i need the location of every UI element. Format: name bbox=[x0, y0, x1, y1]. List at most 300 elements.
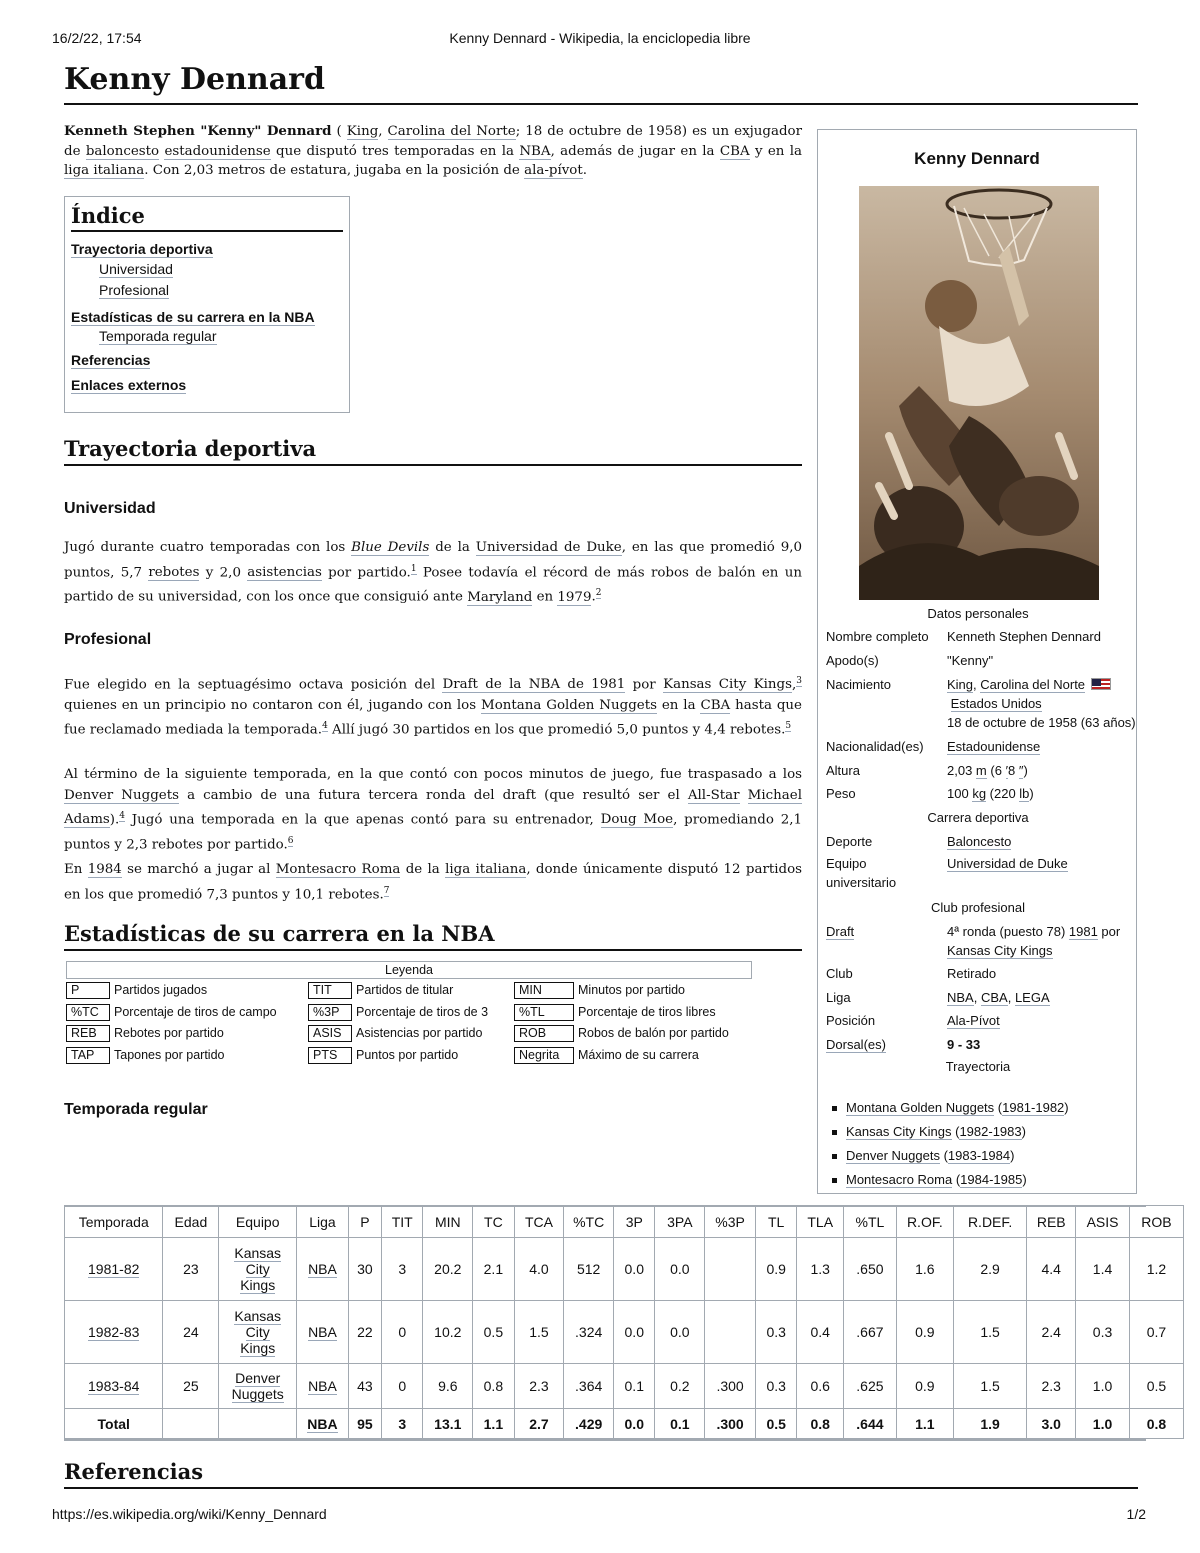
cell: 0.5 bbox=[473, 1301, 514, 1364]
birth-date: 18 de octubre de 1958 (63 años) bbox=[947, 715, 1136, 730]
cell: 0.0 bbox=[614, 1409, 655, 1439]
para-text: quienes en un principio no contaron con él, jugando con los bbox=[64, 697, 481, 713]
infobox-value bbox=[947, 988, 1137, 1007]
lead-text: ; 18 de octubre de 1958) es un exjugador de bbox=[64, 124, 802, 159]
legend-title: Leyenda bbox=[66, 961, 752, 979]
para-text: Jugó durante cuatro temporadas con los bbox=[64, 540, 352, 555]
season-link[interactable]: 1983-84 bbox=[88, 1378, 140, 1394]
team-word: Kansas bbox=[234, 1308, 282, 1324]
legend-abbr: TAP bbox=[66, 1047, 110, 1064]
legend-desc: Tapones por partido bbox=[114, 1047, 225, 1062]
cell: 0.1 bbox=[614, 1364, 655, 1409]
lead-paragraph bbox=[64, 122, 802, 181]
para-text: , donde únicamente disputó 12 partidos en los que promedió 7,3 puntos y 10,1 rebotes. bbox=[64, 862, 803, 902]
infobox-label: Nacionalidad(es) bbox=[826, 739, 924, 754]
legend-desc: Puntos por partido bbox=[356, 1047, 459, 1062]
infobox-value: Retirado bbox=[947, 966, 997, 981]
cell: 0.7 bbox=[1129, 1301, 1183, 1364]
ref-3[interactable]: 3 bbox=[796, 676, 802, 686]
link-nba[interactable]: NBA bbox=[519, 143, 551, 159]
link-universidad-duke[interactable]: Universidad de Duke bbox=[475, 540, 622, 555]
para-text: por partido. bbox=[321, 564, 411, 580]
link-carolina-del-norte[interactable]: Carolina del Norte bbox=[387, 124, 516, 139]
cell: 0.1 bbox=[655, 1409, 705, 1439]
cell: 0.9 bbox=[755, 1238, 796, 1301]
infobox-value: 9 - 33 bbox=[947, 1037, 981, 1052]
legend-abbr: %3P bbox=[308, 1004, 352, 1021]
para-text: Posee todavía el récord de más robos de balón en un partido de su universidad, con los once que consiguió ante bbox=[64, 564, 802, 605]
profesional-paragraph-1 bbox=[64, 671, 802, 741]
link-metro[interactable]: m bbox=[975, 763, 987, 778]
team-word: City bbox=[245, 1261, 270, 1277]
list-item: Denver Nuggets (1983-1984) bbox=[832, 1144, 1132, 1168]
infobox-label: Nacimiento bbox=[826, 677, 892, 692]
toc-item-profesional[interactable]: Profesional bbox=[99, 282, 170, 298]
trayectoria-years-link[interactable]: 1981-1982 bbox=[1002, 1100, 1065, 1115]
para-text: a cambio de una futura tercera ronda del draft (que resultó ser el bbox=[178, 787, 688, 803]
cell: .300 bbox=[705, 1409, 756, 1439]
link-pulgada[interactable]: ″ bbox=[1018, 763, 1024, 778]
col-header: 3P bbox=[614, 1206, 655, 1238]
link-liga-cba[interactable]: CBA bbox=[980, 990, 1008, 1005]
trayectoria-years-link[interactable]: 1984-1985 bbox=[960, 1172, 1023, 1187]
infobox-label: Altura bbox=[826, 763, 860, 778]
toc-item-trayectoria[interactable]: Trayectoria deportiva bbox=[71, 241, 213, 257]
trayectoria-list bbox=[832, 1096, 1132, 1192]
season-link[interactable]: 1982-83 bbox=[88, 1324, 140, 1340]
heading-estadisticas: Estadísticas de su carrera en la NBA bbox=[64, 921, 802, 951]
link-liga-italiana[interactable]: liga italiana bbox=[64, 163, 145, 178]
para-text: Allí jugó 30 partidos en los que promedió 5,0 puntos y 4,4 rebotes. bbox=[327, 722, 786, 738]
cell: 23 bbox=[163, 1238, 219, 1301]
infobox-value bbox=[947, 675, 1137, 732]
draft-text: 4ª ronda (puesto 78) bbox=[947, 924, 1069, 939]
legend-abbr: ASIS bbox=[308, 1025, 352, 1042]
link-all-star[interactable]: All-Star bbox=[687, 787, 740, 803]
cell: 0.3 bbox=[755, 1301, 796, 1364]
link-posicion[interactable]: Ala-Pívot bbox=[947, 1013, 1000, 1028]
link-maryland[interactable]: Maryland bbox=[467, 589, 533, 605]
legend-abbr: %TC bbox=[66, 1004, 110, 1021]
lead-text: , bbox=[378, 124, 388, 139]
cell: 3 bbox=[382, 1409, 423, 1439]
team-link[interactable] bbox=[232, 1370, 284, 1403]
lead-bold-name: Kenneth Stephen "Kenny" Dennard bbox=[64, 123, 332, 139]
col-header: TIT bbox=[382, 1206, 423, 1238]
table-row bbox=[65, 1238, 1184, 1301]
col-header: Temporada bbox=[65, 1206, 163, 1238]
trayectoria-team-link[interactable]: Montesacro Roma bbox=[846, 1172, 953, 1187]
link-cba[interactable]: CBA bbox=[719, 143, 750, 159]
link-1984[interactable]: 1984 bbox=[87, 862, 122, 877]
cell: .625 bbox=[844, 1364, 897, 1409]
cell: 1.5 bbox=[953, 1301, 1027, 1364]
cell: 0.8 bbox=[797, 1409, 844, 1439]
legend-desc: Porcentaje de tiros libres bbox=[578, 1004, 716, 1019]
link-pie[interactable]: ′ bbox=[1005, 763, 1008, 778]
cell: 0.0 bbox=[655, 1238, 705, 1301]
col-header: MIN bbox=[423, 1206, 473, 1238]
link-denver-nuggets[interactable]: Denver Nuggets bbox=[64, 787, 179, 803]
team-word: Nuggets bbox=[231, 1386, 284, 1402]
link-rebotes[interactable]: rebotes bbox=[148, 564, 200, 580]
link-ala-pivot[interactable]: ala-pívot bbox=[524, 163, 583, 178]
team-word: Kansas bbox=[234, 1245, 282, 1261]
ref-7[interactable]: 7 bbox=[383, 885, 390, 896]
infobox-value: "Kenny" bbox=[947, 653, 994, 668]
ref-1[interactable]: 1 bbox=[410, 563, 417, 574]
link-estadounidense[interactable]: estadounidense bbox=[164, 143, 271, 159]
peso-num: 100 bbox=[947, 786, 973, 801]
cell: 2.3 bbox=[1027, 1364, 1076, 1409]
table-row bbox=[65, 1301, 1184, 1364]
ref-4b[interactable]: 4 bbox=[119, 811, 126, 821]
legend-abbr: MIN bbox=[514, 982, 574, 999]
infobox-value bbox=[947, 854, 1137, 873]
table-total-row bbox=[65, 1409, 1184, 1439]
col-header: %3P bbox=[705, 1206, 756, 1238]
para-text bbox=[740, 788, 748, 803]
para-text: , promediando 2,1 puntos y 2,3 rebotes por partido. bbox=[64, 812, 802, 853]
para-text: Al término de la siguiente temporada, en la que contó con pocos minutos de juego, fue traspasado a los bbox=[64, 767, 802, 782]
player-photo-illustration bbox=[859, 186, 1099, 600]
altura-num: 2,03 bbox=[947, 763, 976, 778]
link-asistencias[interactable]: asistencias bbox=[247, 564, 322, 580]
cell: 3 bbox=[382, 1238, 423, 1301]
universidad-paragraph bbox=[64, 538, 802, 608]
link-montesacro-roma[interactable]: Montesacro Roma bbox=[275, 862, 401, 877]
cell: 1.1 bbox=[473, 1409, 514, 1439]
cell: 0.5 bbox=[755, 1409, 796, 1439]
heading-temporada-regular: Temporada regular bbox=[64, 1101, 208, 1118]
stats-table-wrapper bbox=[64, 1205, 1172, 1437]
link-michael-adams[interactable]: Michael Adams bbox=[64, 787, 802, 828]
link-1979[interactable]: 1979 bbox=[557, 589, 592, 605]
cell: 0.4 bbox=[797, 1301, 844, 1364]
team-word: Denver bbox=[235, 1370, 281, 1386]
link-draft-team[interactable]: Kansas City Kings bbox=[947, 943, 1053, 958]
cell bbox=[705, 1238, 756, 1301]
cell bbox=[219, 1409, 297, 1439]
link-liga-nba[interactable]: NBA bbox=[947, 990, 974, 1005]
stats-table bbox=[64, 1205, 1184, 1439]
list-item: Montesacro Roma (1984-1985) bbox=[832, 1168, 1132, 1192]
legend-abbr: P bbox=[66, 982, 110, 999]
cell: 0.0 bbox=[614, 1238, 655, 1301]
lead-text: . Con 2,03 metros de estatura, jugaba en la posición de bbox=[144, 163, 525, 178]
toc-title: Índice bbox=[71, 203, 343, 232]
toc-item-enlaces[interactable]: Enlaces externos bbox=[71, 377, 187, 393]
lead-text: y en la bbox=[749, 143, 803, 159]
cell: 0.8 bbox=[473, 1364, 514, 1409]
legend-abbr: PTS bbox=[308, 1047, 352, 1064]
list-item: Kansas City Kings (1982-1983) bbox=[832, 1120, 1132, 1144]
para-text: . bbox=[591, 589, 596, 605]
infobox-value bbox=[947, 922, 1137, 960]
link-blue-devils[interactable]: Blue Devils bbox=[351, 540, 430, 555]
infobox-section-club: Club profesional bbox=[931, 900, 1025, 915]
season-link[interactable]: 1981-82 bbox=[88, 1261, 140, 1277]
infobox-label: Apodo(s) bbox=[826, 653, 879, 668]
link-baloncesto[interactable]: baloncesto bbox=[85, 143, 160, 159]
cell: 2.1 bbox=[473, 1238, 514, 1301]
cell: 2.9 bbox=[953, 1238, 1027, 1301]
profesional-paragraph-3 bbox=[64, 860, 802, 905]
para-text: hasta que fue reclamado mediada la temporada. bbox=[64, 697, 802, 738]
heading-profesional: Profesional bbox=[64, 631, 152, 648]
col-header: R.OF. bbox=[896, 1206, 953, 1238]
para-text: En bbox=[64, 862, 88, 877]
infobox-section-trayectoria: Trayectoria bbox=[945, 1059, 1011, 1074]
col-header: ASIS bbox=[1076, 1206, 1130, 1238]
col-header: R.DEF. bbox=[953, 1206, 1027, 1238]
infobox-value bbox=[947, 832, 1137, 851]
sep: , bbox=[973, 990, 981, 1005]
list-item: Montana Golden Nuggets (1981-1982) bbox=[832, 1096, 1132, 1120]
col-header: TL bbox=[755, 1206, 796, 1238]
heading-trayectoria: Trayectoria deportiva bbox=[64, 436, 802, 466]
lead-text: . bbox=[582, 163, 588, 178]
link-king[interactable]: King bbox=[346, 124, 379, 139]
trayectoria-years-link[interactable]: 1983-1984 bbox=[947, 1148, 1011, 1163]
infobox-value bbox=[947, 737, 1137, 756]
infobox-section-personal: Datos personales bbox=[927, 606, 1029, 621]
lead-text: ( bbox=[331, 124, 347, 139]
col-header: ROB bbox=[1129, 1206, 1183, 1238]
ref-6[interactable]: 6 bbox=[287, 835, 294, 846]
ref-2[interactable]: 2 bbox=[595, 588, 602, 599]
legend-desc: Porcentaje de tiros de campo bbox=[114, 1004, 277, 1019]
lead-text: , además de jugar en la bbox=[550, 143, 720, 159]
link-kansas-city-kings[interactable]: Kansas City Kings bbox=[663, 677, 792, 693]
legend-desc: Robos de balón por partido bbox=[578, 1026, 729, 1040]
stats-header-row bbox=[65, 1206, 1184, 1238]
legend-row bbox=[66, 1001, 752, 1023]
legend-desc: Porcentaje de tiros de 3 bbox=[356, 1004, 489, 1019]
col-header: TC bbox=[473, 1206, 514, 1238]
para-text: , bbox=[791, 677, 797, 693]
legend-abbr: ROB bbox=[514, 1025, 574, 1042]
para-text: y 2,0 bbox=[199, 564, 248, 580]
print-url: https://es.wikipedia.org/wiki/Kenny_Dennard bbox=[52, 1506, 327, 1522]
col-header: 3PA bbox=[655, 1206, 705, 1238]
trayectoria-team-link[interactable]: Montana Golden Nuggets bbox=[846, 1100, 995, 1115]
cell: .429 bbox=[564, 1409, 614, 1439]
trayectoria-team-link[interactable]: Denver Nuggets bbox=[846, 1148, 940, 1163]
para-text: se marchó a jugar al bbox=[121, 862, 276, 877]
heading-universidad: Universidad bbox=[64, 500, 156, 517]
cell: .644 bbox=[844, 1409, 897, 1439]
legend-row bbox=[66, 1022, 752, 1044]
stats-legend bbox=[66, 961, 752, 1065]
para-text: Fue elegido en la septuagésimo octava posición del bbox=[64, 677, 443, 693]
link-montana-golden-nuggets[interactable]: Montana Golden Nuggets bbox=[480, 697, 657, 713]
col-header: Equipo bbox=[219, 1206, 297, 1238]
team-link[interactable] bbox=[234, 1245, 281, 1294]
link-estados-unidos[interactable]: Estados Unidos bbox=[950, 696, 1042, 711]
cell: 2.4 bbox=[1027, 1301, 1076, 1364]
link-cba-2[interactable]: CBA bbox=[700, 697, 731, 713]
cell: .324 bbox=[564, 1301, 614, 1364]
infobox bbox=[817, 129, 1137, 1194]
cell: 1.0 bbox=[1076, 1364, 1130, 1409]
cell: 0.0 bbox=[655, 1301, 705, 1364]
altura-in: 8 bbox=[1008, 763, 1019, 778]
legend-desc: Partidos de titular bbox=[356, 983, 454, 997]
altura-ft: (6 bbox=[986, 763, 1006, 778]
link-doug-moe[interactable]: Doug Moe bbox=[600, 812, 674, 828]
toc-item-referencias[interactable]: Referencias bbox=[71, 352, 151, 368]
col-header: REB bbox=[1027, 1206, 1076, 1238]
team-word: Kings bbox=[240, 1277, 276, 1293]
para-text: por bbox=[625, 677, 664, 693]
print-title: Kenny Dennard - Wikipedia, la enciclopedia libre bbox=[449, 30, 751, 46]
table-of-contents bbox=[64, 196, 350, 413]
cell: 0.3 bbox=[755, 1364, 796, 1409]
cell: .300 bbox=[705, 1364, 756, 1409]
cell: 512 bbox=[564, 1238, 614, 1301]
link-draft-1981[interactable]: Draft de la NBA de 1981 bbox=[442, 677, 626, 693]
altura-close: ) bbox=[1023, 763, 1028, 778]
team-link[interactable] bbox=[234, 1308, 281, 1357]
cell: 0.5 bbox=[1129, 1364, 1183, 1409]
col-header: Liga bbox=[297, 1206, 349, 1238]
peso-close: ) bbox=[1029, 786, 1034, 801]
infobox-label: Posición bbox=[826, 1013, 876, 1028]
us-flag-icon bbox=[1091, 678, 1111, 690]
cell: 1.1 bbox=[896, 1409, 953, 1439]
col-header: P bbox=[348, 1206, 381, 1238]
col-header: Edad bbox=[163, 1206, 219, 1238]
link-draft-label[interactable]: Draft bbox=[826, 924, 855, 939]
cell: 2.7 bbox=[514, 1409, 564, 1439]
infobox-label: Equipo universitario bbox=[826, 856, 897, 890]
cell: 0.3 bbox=[1076, 1301, 1130, 1364]
para-text: en bbox=[532, 589, 558, 605]
cell: 43 bbox=[348, 1364, 381, 1409]
draft-text: por bbox=[1097, 924, 1121, 939]
toc-item-estadisticas[interactable]: Estadísticas de su carrera en la NBA bbox=[71, 309, 315, 325]
cell bbox=[163, 1409, 219, 1439]
cell: 1.2 bbox=[1129, 1238, 1183, 1301]
cell: .667 bbox=[844, 1301, 897, 1364]
infobox-value bbox=[947, 1011, 1137, 1030]
link-deporte[interactable]: Baloncesto bbox=[947, 834, 1012, 849]
cell: 0 bbox=[382, 1301, 423, 1364]
cell: 1.3 bbox=[797, 1238, 844, 1301]
cell: 0.8 bbox=[1129, 1409, 1183, 1439]
cell: 0.0 bbox=[614, 1301, 655, 1364]
heading-referencias: Referencias bbox=[64, 1459, 1138, 1489]
para-text: de la bbox=[429, 540, 476, 555]
league-link[interactable]: NBA bbox=[308, 1378, 337, 1394]
print-date: 16/2/22, 17:54 bbox=[52, 30, 142, 46]
cell: 10.2 bbox=[423, 1301, 473, 1364]
link-carolina-infobox[interactable]: Carolina del Norte bbox=[980, 677, 1086, 692]
toc-item-temporada-regular[interactable]: Temporada regular bbox=[99, 328, 217, 344]
print-page-number: 1/2 bbox=[1126, 1506, 1146, 1522]
cell: 3.0 bbox=[1027, 1409, 1076, 1439]
sep: , bbox=[1007, 990, 1015, 1005]
league-link[interactable]: NBA bbox=[308, 1261, 337, 1277]
link-lb[interactable]: lb bbox=[1019, 786, 1030, 801]
legend-desc: Máximo de su carrera bbox=[578, 1047, 699, 1062]
infobox-label: Club bbox=[826, 966, 853, 981]
legend-abbr: TIT bbox=[308, 982, 352, 999]
legend-row bbox=[66, 1044, 752, 1066]
infobox-label: Deporte bbox=[826, 834, 873, 849]
link-nacionalidad[interactable]: Estadounidense bbox=[947, 739, 1041, 754]
para-text: , en las que promedió 9,0 puntos, 5,7 bbox=[64, 540, 802, 580]
cell: 24 bbox=[163, 1301, 219, 1364]
legend-desc: Asistencias por partido bbox=[356, 1026, 483, 1040]
ref-5[interactable]: 5 bbox=[785, 721, 792, 732]
infobox-value bbox=[947, 761, 1137, 780]
ref-4[interactable]: 4 bbox=[322, 721, 328, 732]
infobox-value bbox=[947, 784, 1137, 803]
cell bbox=[705, 1301, 756, 1364]
infobox-title: Kenny Dennard bbox=[914, 149, 1040, 168]
legend-abbr: REB bbox=[66, 1025, 110, 1042]
cell: 95 bbox=[348, 1409, 381, 1439]
col-header: TCA bbox=[514, 1206, 564, 1238]
col-header: TLA bbox=[797, 1206, 844, 1238]
para-text: de la bbox=[400, 862, 446, 877]
cell: 4.4 bbox=[1027, 1238, 1076, 1301]
cell: 9.6 bbox=[423, 1364, 473, 1409]
infobox-label: Liga bbox=[826, 990, 851, 1005]
cell: 1.9 bbox=[953, 1409, 1027, 1439]
cell: 0.9 bbox=[896, 1301, 953, 1364]
link-king-infobox[interactable]: King bbox=[947, 677, 974, 692]
sep: , bbox=[973, 677, 981, 692]
link-dorsal-label[interactable]: Dorsal(es) bbox=[826, 1037, 886, 1052]
legend-desc: Rebotes por partido bbox=[114, 1026, 224, 1040]
cell: 20.2 bbox=[423, 1238, 473, 1301]
cell: 2.3 bbox=[514, 1364, 564, 1409]
col-header: %TL bbox=[844, 1206, 897, 1238]
league-link[interactable]: NBA bbox=[307, 1415, 338, 1432]
legend-desc: Minutos por partido bbox=[578, 983, 686, 997]
toc-item-universidad[interactable]: Universidad bbox=[99, 261, 173, 277]
cell: .364 bbox=[564, 1364, 614, 1409]
link-draft-year[interactable]: 1981 bbox=[1068, 924, 1098, 939]
trayectoria-years-link[interactable]: 1982-1983 bbox=[959, 1124, 1022, 1139]
team-word: City bbox=[245, 1324, 270, 1340]
col-header: %TC bbox=[564, 1206, 614, 1238]
cell: 4.0 bbox=[514, 1238, 564, 1301]
link-equipo-universitario[interactable]: Universidad de Duke bbox=[947, 856, 1068, 871]
cell: 0.9 bbox=[896, 1364, 953, 1409]
link-kg[interactable]: kg bbox=[972, 786, 987, 801]
team-word: Kings bbox=[240, 1340, 276, 1356]
player-photo[interactable] bbox=[859, 186, 1099, 600]
page-title: Kenny Dennard bbox=[64, 62, 1138, 105]
cell: 30 bbox=[348, 1238, 381, 1301]
link-liga-lega[interactable]: LEGA bbox=[1014, 990, 1050, 1005]
infobox-label: Nombre completo bbox=[826, 629, 929, 644]
cell: 1.4 bbox=[1076, 1238, 1130, 1301]
cell: 1.0 bbox=[1076, 1409, 1130, 1439]
link-liga-italiana-2[interactable]: liga italiana bbox=[445, 862, 527, 877]
infobox-section-carrera: Carrera deportiva bbox=[927, 810, 1029, 825]
league-link[interactable]: NBA bbox=[308, 1324, 337, 1340]
trayectoria-team-link[interactable]: Kansas City Kings bbox=[846, 1124, 952, 1139]
cell: 0 bbox=[382, 1364, 423, 1409]
cell: 1.5 bbox=[514, 1301, 564, 1364]
legend-abbr: %TL bbox=[514, 1004, 574, 1021]
cell: 13.1 bbox=[423, 1409, 473, 1439]
